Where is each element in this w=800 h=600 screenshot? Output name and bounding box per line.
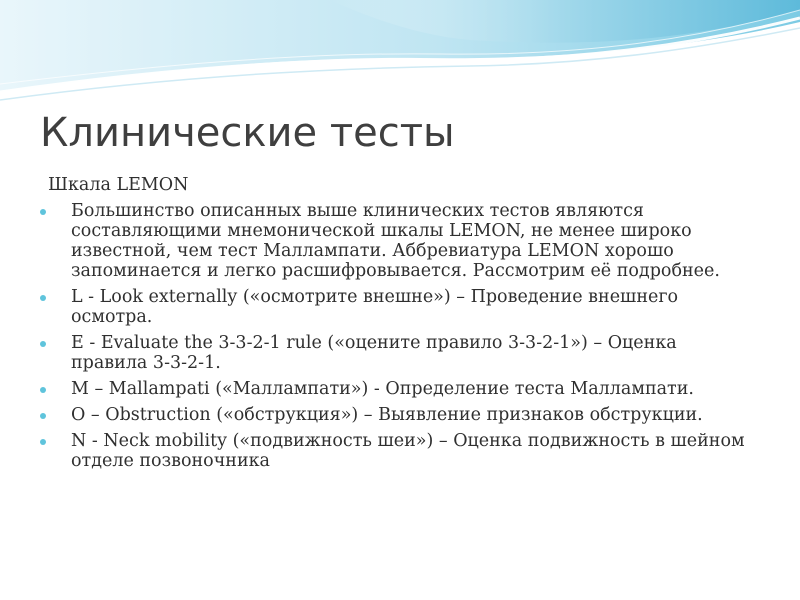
bullet-item-obstruction <box>48 405 758 425</box>
bullet-text: E - Evaluate the 3-3-2-1 rule («оцените правило 3-3-2-1») – Оценка правила 3-3-2-1. <box>71 333 677 373</box>
bullet-dot-icon <box>40 209 46 215</box>
subtitle-lemon-scale: Шкала LEMON <box>48 175 189 195</box>
bullet-dot-icon <box>40 341 46 347</box>
bullet-text: N - Neck mobility («подвижность шеи») – Оценка подвижность в шейном отделе позвоночника <box>71 431 745 471</box>
bullet-item-look <box>48 287 758 327</box>
bullet-item-neck-mobility <box>48 431 758 471</box>
slide-content <box>48 175 758 477</box>
bullet-dot-icon <box>40 295 46 301</box>
bullet-dot-icon <box>40 413 46 419</box>
bullet-item-intro <box>48 201 758 281</box>
bullet-list <box>48 201 758 471</box>
bullet-item-mallampati <box>48 379 758 399</box>
bullet-item-evaluate <box>48 333 758 373</box>
bullet-text: Большинство описанных выше клинических тестов являются составляющими мнемонической шкалы LEMON, не менее широко известной, чем тест Маллампати. Аббревиатура LEMON хорошо запоминается и легко расшифровывается. Рассмотрим её подробнее. <box>71 201 720 281</box>
bullet-dot-icon <box>40 439 46 445</box>
header-wave-decoration <box>0 0 800 110</box>
slide-title: Клинические тесты <box>40 110 455 156</box>
bullet-dot-icon <box>40 387 46 393</box>
bullet-text: O – Obstruction («обструкция») – Выявление признаков обструкции. <box>71 405 703 425</box>
bullet-text: M – Mallampati («Маллампати») - Определение теста Маллампати. <box>71 379 694 399</box>
bullet-text: L - Look externally («осмотрите внешне») – Проведение внешнего осмотра. <box>71 287 679 327</box>
